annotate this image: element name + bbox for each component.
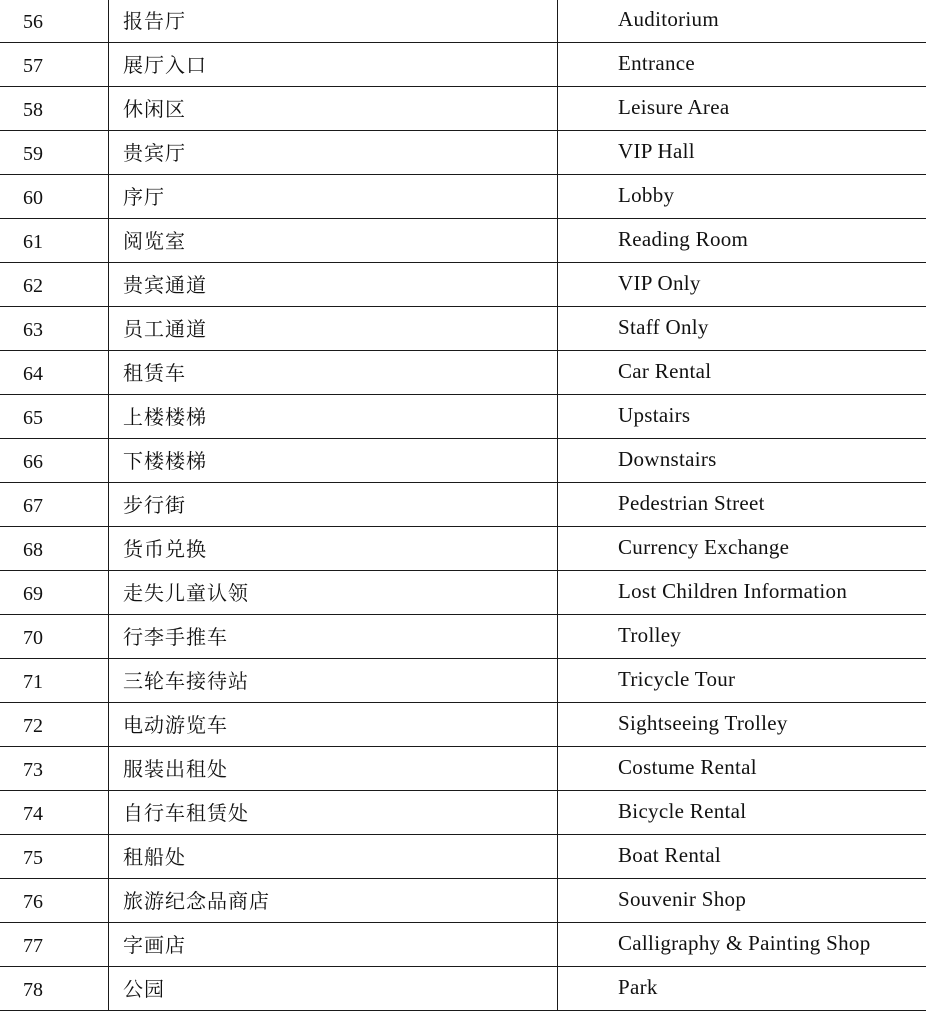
chinese-term-cell: 贵宾厅 [109, 131, 558, 175]
table-row [0, 483, 926, 527]
row-number-cell: 58 [0, 87, 109, 131]
english-term-cell: Sightseeing Trolley [558, 703, 926, 747]
row-number-cell: 57 [0, 43, 109, 87]
row-number-cell: 73 [0, 747, 109, 791]
table-row [0, 263, 926, 307]
chinese-term-cell: 租船处 [109, 835, 558, 879]
english-term-cell: Bicycle Rental [558, 791, 926, 835]
table-row [0, 703, 926, 747]
english-term-cell: Tricycle Tour [558, 659, 926, 703]
english-term-cell: Souvenir Shop [558, 879, 926, 923]
english-term-cell: Costume Rental [558, 747, 926, 791]
chinese-term-cell: 行李手推车 [109, 615, 558, 659]
chinese-term-cell: 下楼楼梯 [109, 439, 558, 483]
english-term-cell: Boat Rental [558, 835, 926, 879]
row-number-cell: 61 [0, 219, 109, 263]
chinese-term-cell: 上楼楼梯 [109, 395, 558, 439]
table-row [0, 0, 926, 43]
row-number-cell: 76 [0, 879, 109, 923]
row-number-cell: 75 [0, 835, 109, 879]
row-number-cell: 65 [0, 395, 109, 439]
english-term-cell: Park [558, 967, 926, 1011]
row-number-cell: 68 [0, 527, 109, 571]
table-row [0, 351, 926, 395]
chinese-term-cell: 旅游纪念品商店 [109, 879, 558, 923]
table-row [0, 527, 926, 571]
row-number-cell: 60 [0, 175, 109, 219]
row-number-cell: 71 [0, 659, 109, 703]
chinese-term-cell: 字画店 [109, 923, 558, 967]
chinese-term-cell: 休闲区 [109, 87, 558, 131]
chinese-term-cell: 序厅 [109, 175, 558, 219]
row-number-cell: 67 [0, 483, 109, 527]
english-term-cell: Upstairs [558, 395, 926, 439]
row-number-cell: 69 [0, 571, 109, 615]
english-term-cell: Leisure Area [558, 87, 926, 131]
english-term-cell: Currency Exchange [558, 527, 926, 571]
english-term-cell: Downstairs [558, 439, 926, 483]
chinese-term-cell: 步行街 [109, 483, 558, 527]
row-number-cell: 74 [0, 791, 109, 835]
chinese-term-cell: 阅览室 [109, 219, 558, 263]
row-number-cell: 64 [0, 351, 109, 395]
table-row [0, 439, 926, 483]
table-row [0, 615, 926, 659]
chinese-term-cell: 展厅入口 [109, 43, 558, 87]
table-row [0, 131, 926, 175]
chinese-term-cell: 公园 [109, 967, 558, 1011]
english-term-cell: Reading Room [558, 219, 926, 263]
row-number-cell: 59 [0, 131, 109, 175]
table-row [0, 923, 926, 967]
chinese-term-cell: 货币兑换 [109, 527, 558, 571]
english-term-cell: Car Rental [558, 351, 926, 395]
english-term-cell: Auditorium [558, 0, 926, 43]
table-row [0, 967, 926, 1011]
table-row [0, 43, 926, 87]
english-term-cell: Staff Only [558, 307, 926, 351]
chinese-term-cell: 服装出租处 [109, 747, 558, 791]
table-row [0, 307, 926, 351]
english-term-cell: Pedestrian Street [558, 483, 926, 527]
english-term-cell: Trolley [558, 615, 926, 659]
english-term-cell: Entrance [558, 43, 926, 87]
chinese-term-cell: 走失儿童认领 [109, 571, 558, 615]
chinese-term-cell: 员工通道 [109, 307, 558, 351]
chinese-term-cell: 三轮车接待站 [109, 659, 558, 703]
row-number-cell: 78 [0, 967, 109, 1011]
row-number-cell: 70 [0, 615, 109, 659]
table-row [0, 175, 926, 219]
english-term-cell: Calligraphy & Painting Shop [558, 923, 926, 967]
table-row [0, 395, 926, 439]
row-number-cell: 56 [0, 0, 109, 43]
chinese-term-cell: 租赁车 [109, 351, 558, 395]
table-row [0, 659, 926, 703]
table-row [0, 835, 926, 879]
chinese-term-cell: 贵宾通道 [109, 263, 558, 307]
table-row [0, 747, 926, 791]
row-number-cell: 66 [0, 439, 109, 483]
chinese-term-cell: 自行车租赁处 [109, 791, 558, 835]
table-row [0, 791, 926, 835]
table-row [0, 219, 926, 263]
table-row [0, 87, 926, 131]
row-number-cell: 62 [0, 263, 109, 307]
english-term-cell: VIP Hall [558, 131, 926, 175]
row-number-cell: 63 [0, 307, 109, 351]
row-number-cell: 77 [0, 923, 109, 967]
english-term-cell: VIP Only [558, 263, 926, 307]
english-term-cell: Lobby [558, 175, 926, 219]
table-row [0, 879, 926, 923]
table-row [0, 571, 926, 615]
chinese-term-cell: 电动游览车 [109, 703, 558, 747]
row-number-cell: 72 [0, 703, 109, 747]
chinese-term-cell: 报告厅 [109, 0, 558, 43]
english-term-cell: Lost Children Information [558, 571, 926, 615]
